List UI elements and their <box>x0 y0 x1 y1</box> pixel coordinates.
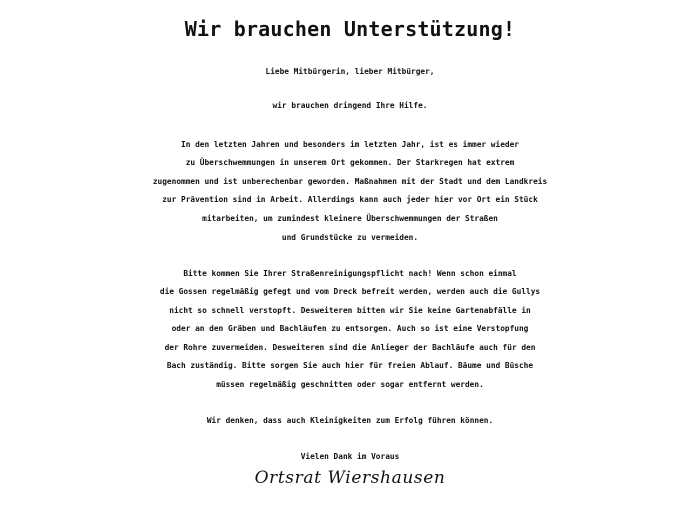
paragraph-line: oder an den Gräben und Bachläufen zu entsorgen. Auch so ist eine Verstopfung <box>171 324 529 333</box>
paragraph-line: Bach zuständig. Bitte sorgen Sie auch hier für freien Ablauf. Bäume und Büsche <box>166 361 534 370</box>
paragraph-line: die Gossen regelmäßig gefegt und vom Dreck befreit werden, werden auch die Gullys <box>159 287 541 296</box>
salutation: Liebe Mitbürgerin, lieber Mitbürger, <box>265 67 435 76</box>
paragraph-line: müssen regelmäßig geschnitten oder sogar entfernt werden. <box>216 380 484 389</box>
closing-sentence: Wir denken, dass auch Kleinigkeiten zum Erfolg führen können. <box>206 416 494 425</box>
paragraph-line: In den letzten Jahren und besonders im letzten Jahr, ist es immer wieder <box>181 140 519 149</box>
thanks-line: Vielen Dank im Voraus <box>300 452 400 461</box>
letter-title: Wir brauchen Unterstützung! <box>184 17 516 41</box>
paragraph-line: zur Prävention sind in Arbeit. Allerdings kann auch jeder hier vor Ort ein Stück <box>162 195 538 204</box>
paragraph-line: nicht so schnell verstopft. Desweiteren bitten wir Sie keine Gartenabfälle in <box>169 306 531 315</box>
paragraph-line: und Grundstücke zu vermeiden. <box>281 233 419 242</box>
paragraph-line: zugenommen und ist unberechenbar geworden. Maßnahmen mit der Stadt und dem Landkreis <box>152 177 548 186</box>
intro-sentence: wir brauchen dringend Ihre Hilfe. <box>272 101 428 110</box>
paragraph-line: Bitte kommen Sie Ihrer Straßenreinigungspflicht nach! Wenn schon einmal <box>183 269 517 278</box>
paragraph-line: zu Überschwemmungen in unserem Ort gekommen. Der Starkregen hat extrem <box>185 158 515 167</box>
paragraph-line: mitarbeiten, um zumindest kleinere Überschwemmungen der Straßen <box>202 214 498 223</box>
paragraph-line: der Rohre zuvermeiden. Desweiteren sind die Anlieger der Bachläufe auch für den <box>164 343 536 352</box>
signature: Ortsrat Wiershausen <box>254 468 446 488</box>
